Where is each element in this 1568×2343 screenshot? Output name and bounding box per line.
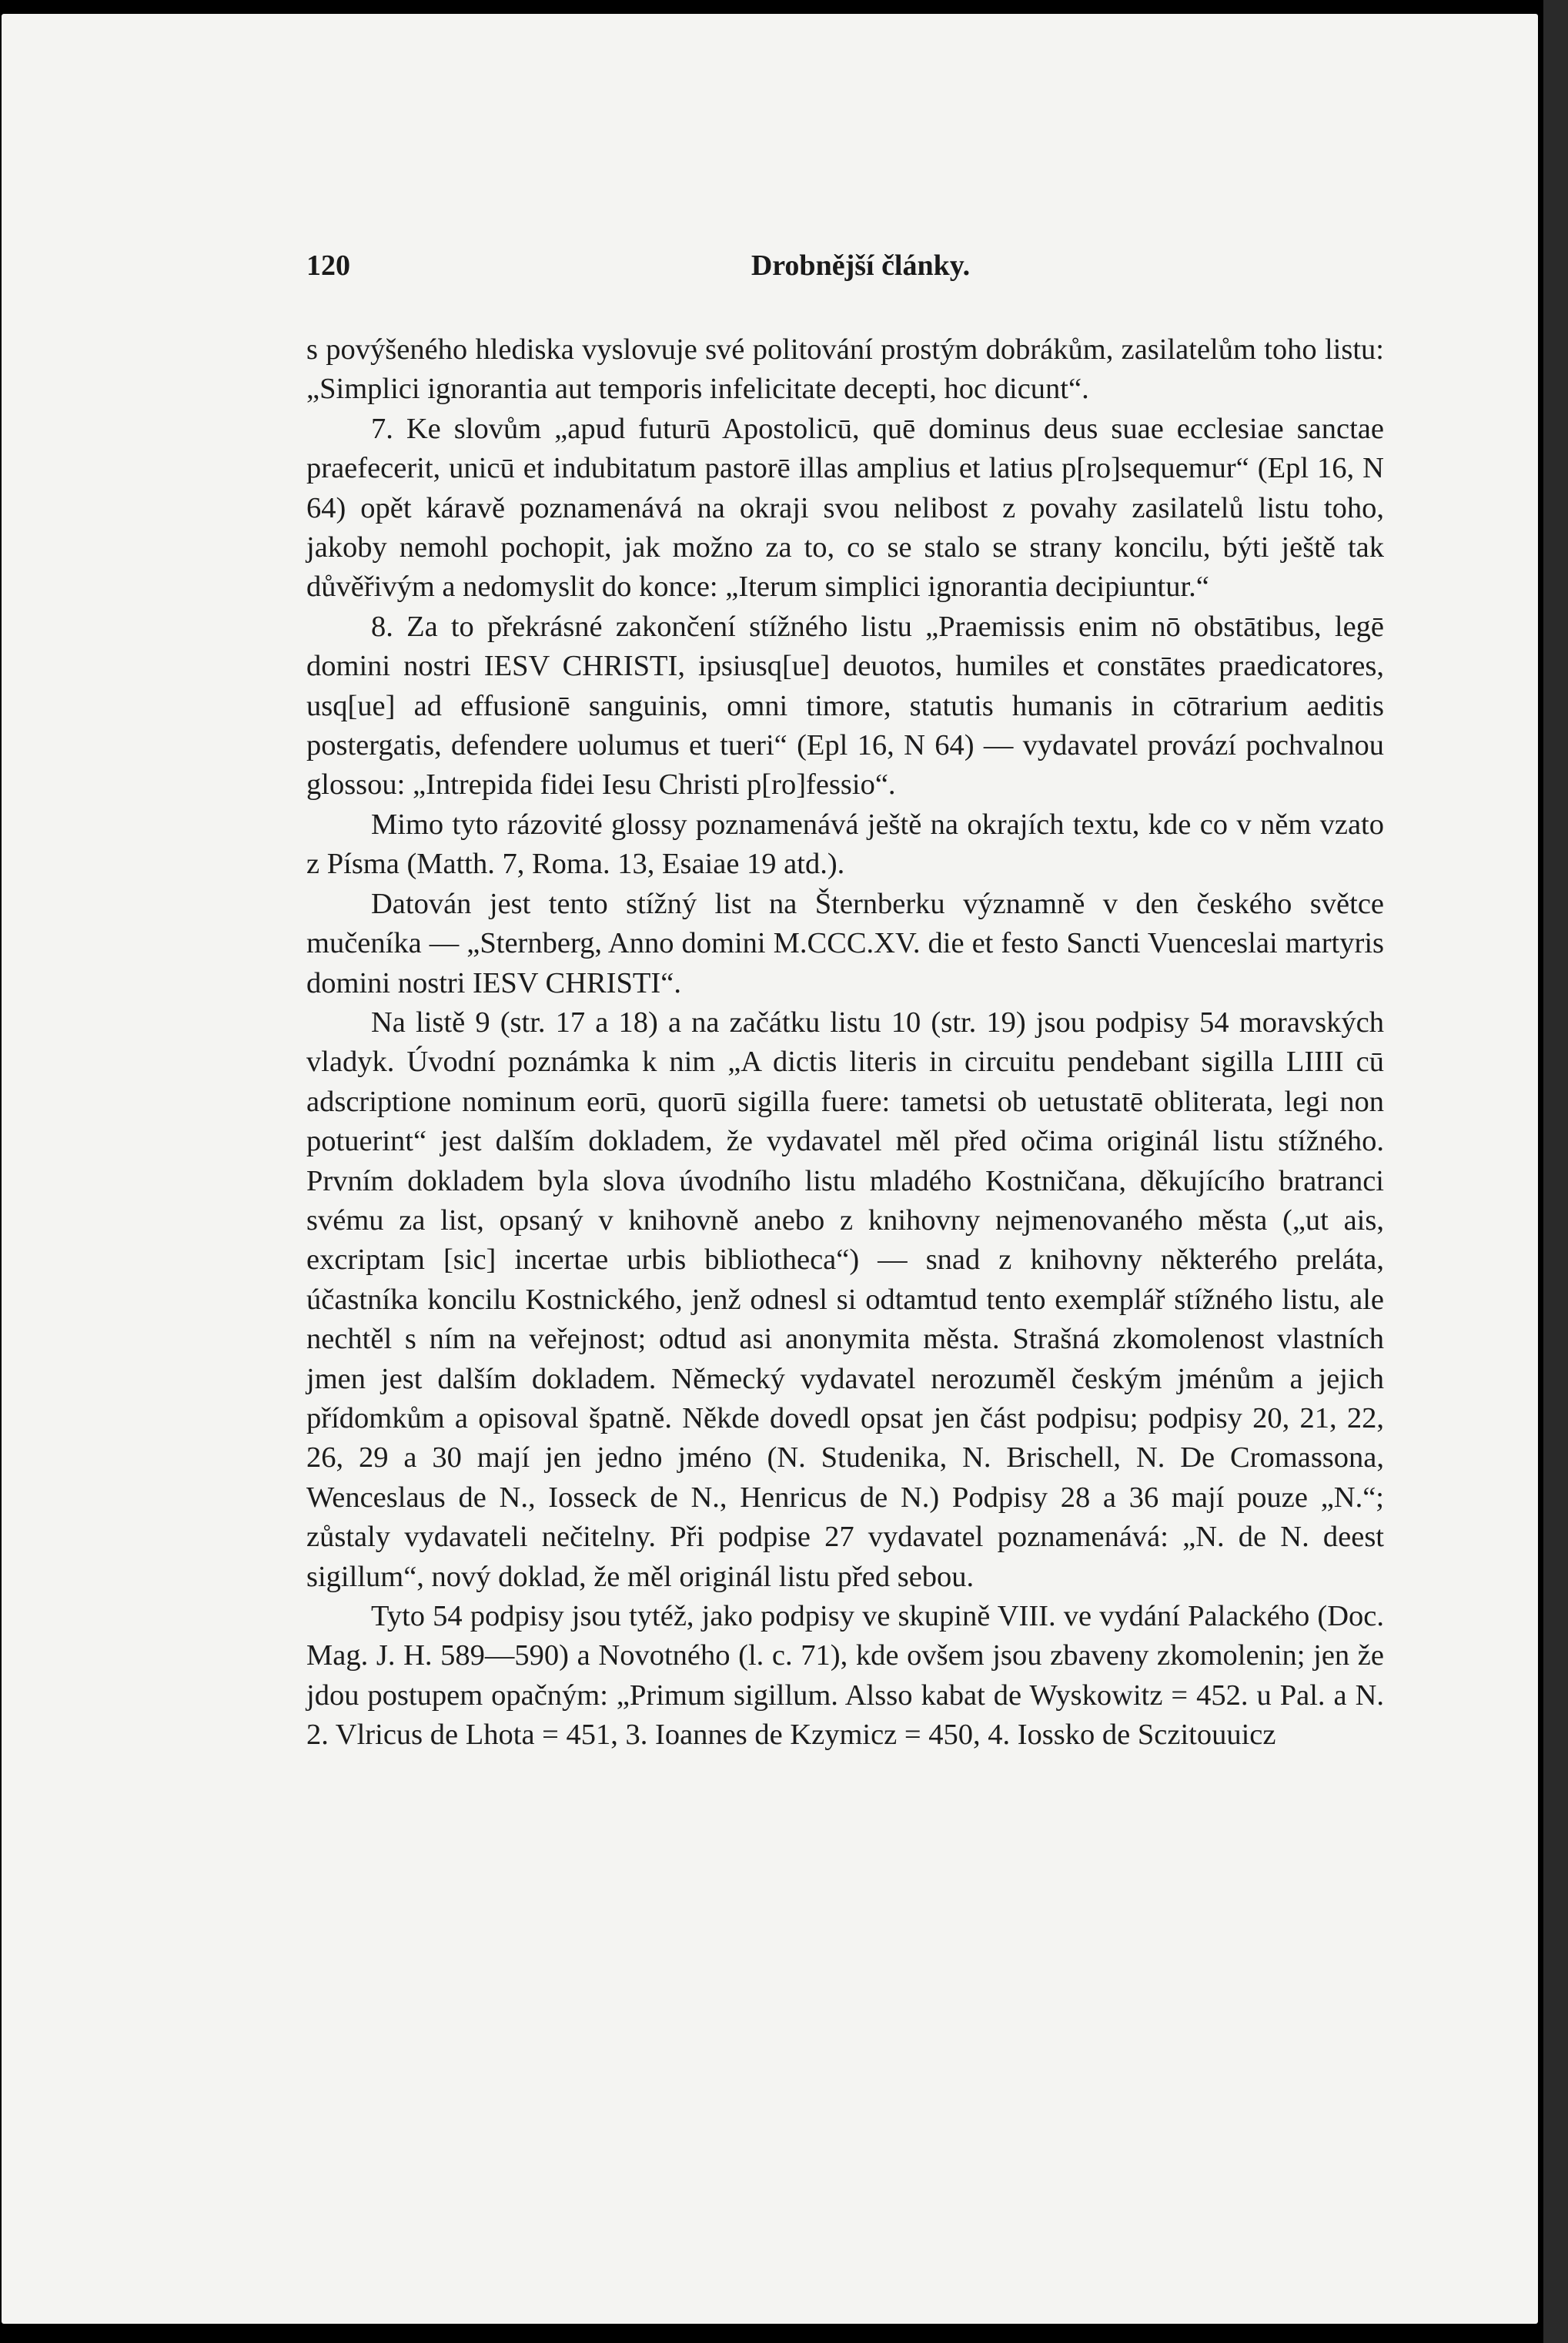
paragraph: Mimo tyto rázovité glossy poznamenává ještě na okrajích textu, kde co v něm vzato z Písma (Matth. 7, Roma. 13, Esaiae 19 atd.). (306, 808, 1384, 881)
body-text (306, 330, 1384, 1756)
scan-border (1543, 0, 1568, 2343)
paragraph: 7. Ke slovům „apud futurū Apostolicū, quē dominus deus suae ecclesiae sanctae praefecerit, unicū et indubitatum pastorē illas amplius et latius p[ro]sequemur“ (Epl 16, N 64) opět káravě poznamenává na okraji svou nelibost z povahy zasilatelů listu toho, jakoby nemohl pochopit, jak možno za to, co se stalo se strany koncilu, býti ještě tak důvěřivým a nedomyslit do konce: „Iterum simplici ignorantia decipiuntur.“ (306, 412, 1384, 604)
page-number: 120 (306, 249, 350, 282)
paragraph: s povýšeného hlediska vyslovuje své politování prostým dobrákům, zasilatelům toho listu: „Simplici ignorantia aut temporis infelicitate decepti, hoc dicunt“. (306, 333, 1384, 406)
page-content (306, 249, 1384, 1756)
paragraph: Datován jest tento stížný list na Šternberku významně v den českého světce mučeníka — „Sternberg, Anno domini M.CCC.XV. die et festo Sancti Vuenceslai martyris domini nostri IESV CHRISTI“. (306, 887, 1384, 999)
running-title: Drobnější články. (751, 249, 971, 282)
paragraph: Tyto 54 podpisy jsou tytéž, jako podpisy ve skupině VIII. ve vydání Palackého (Doc. Mag. J. H. 589—590) a Novotného (l. c. 71), kde ovšem jsou zbaveny zkomolenin; jen že jdou postupem opačným: „Primum sigillum. Alsso kabat de Wyskowitz = 452. u Pal. a N. 2. Vlricus de Lhota = 451, 3. Ioannes de Kzymicz = 450, 4. Iossko de Sczitouuicz (306, 1600, 1384, 1752)
page-header (306, 249, 1384, 289)
paragraph: 8. Za to překrásné zakončení stížného listu „Praemissis enim nō obstātibus, legē domini nostri IESV CHRISTI, ipsiusq[ue] deuotos, humiles et constātes praedicatores, usq[ue] ad effusionē sanguinis, omni timore, statutis humanis in cōtrarium aeditis postergatis, defendere uolumus et tueri“ (Epl 16, N 64) — vydavatel provází pochvalnou glossou: „Intrepida fidei Iesu Christi p[ro]fessio“. (306, 610, 1384, 802)
paragraph: Na listě 9 (str. 17 a 18) a na začátku listu 10 (str. 19) jsou podpisy 54 moravských vladyk. Úvodní poznámka k nim „A dictis literis in circuitu pendebant sigilla LIIII cū adscriptione nominum eorū, quorū sigilla fuere: tametsi ob uetustatē obliterata, legi non potuerint“ jest dalším dokladem, že vydavatel měl před očima originál listu stížného. Prvním dokladem byla slova úvodního listu mladého Kostničana, děkujícího bratranci svému za list, opsaný v knihovně anebo z knihovny nejmenovaného města („ut ais, excriptam [sic] incertae urbis bibliotheca“) — snad z knihovny některého preláta, účastníka koncilu Kostnického, jenž odnesl si odtamtud tento exemplář stížného listu, ale nechtěl s ním na veřejnost; odtud asi anonymita města. Strašná zkomolenost vlastních jmen jest dalším dokladem. Německý vydavatel nerozuměl českým jménům a jejich přídomkům a opisoval špatně. Někde dovedl opsat jen část podpisu; podpisy 20, 21, 22, 26, 29 a 30 mají jen jedno jméno (N. Studenika, N. Brischell, N. De Cromassona, Wenceslaus de N., Iosseck de N., Henricus de N.) Podpisy 28 a 36 mají pouze „N.“; zůstaly vydavateli nečitelny. Při podpise 27 vydavatel poznamenává: „N. de N. deest sigillum“, nový doklad, že měl originál listu před sebou. (306, 1006, 1384, 1593)
book-page (2, 14, 1538, 2324)
